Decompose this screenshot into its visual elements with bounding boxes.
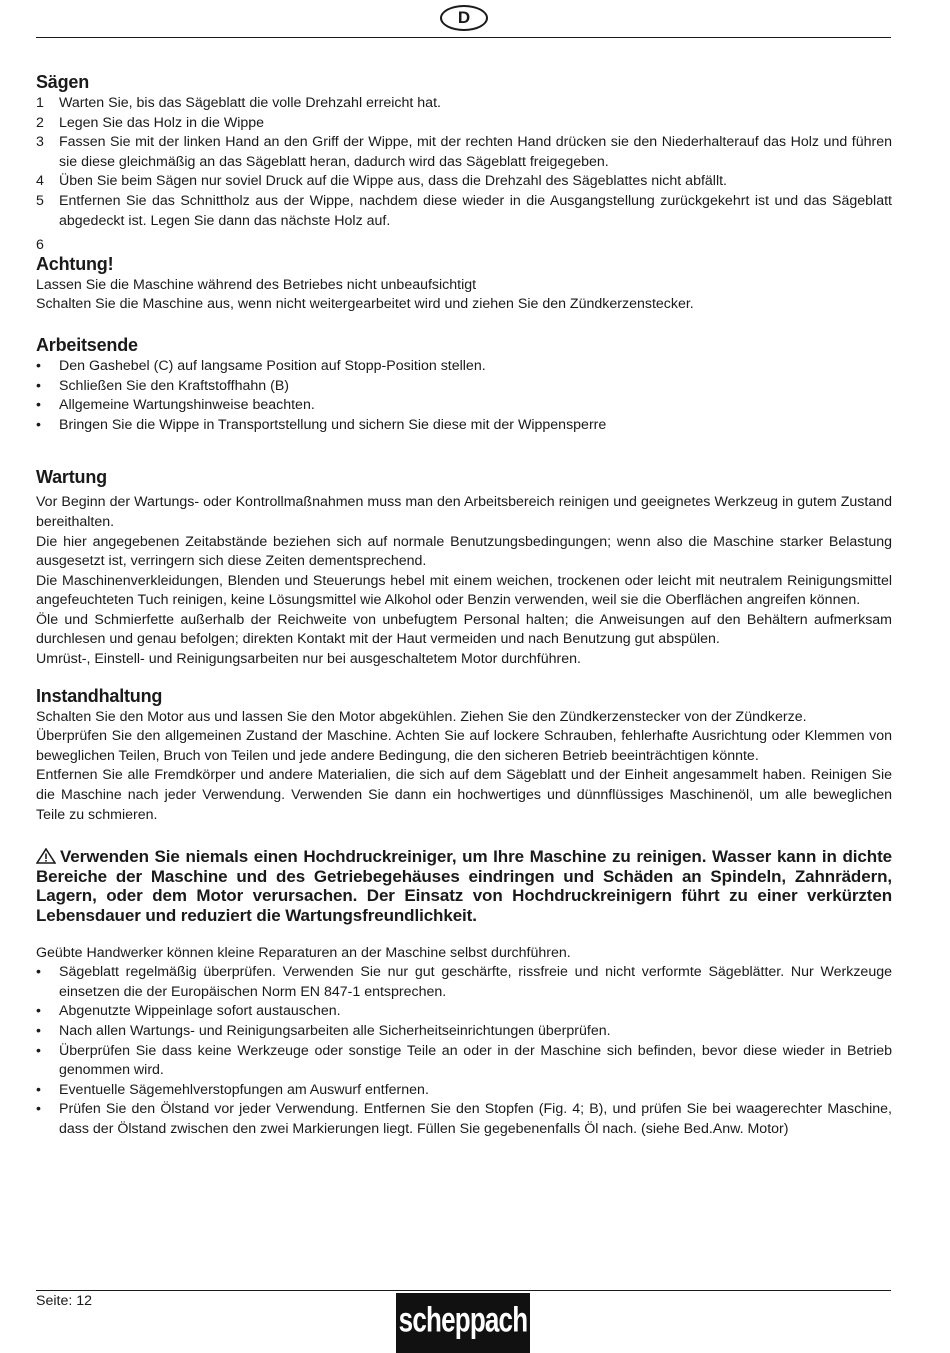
section-warning — [36, 847, 892, 925]
list-item: • Den Gashebel (C) auf langsame Position auf Stopp-Position stellen. — [36, 357, 892, 377]
step-number: 3 — [36, 134, 44, 151]
step-item — [36, 114, 892, 134]
repairs-list — [36, 963, 892, 1139]
list-item: • Sägeblatt regelmäßig überprüfen. Verwenden Sie nur gut geschärfte, rissfreie und nicht verformte Sägeblätter. Nur Werkzeuge einsetzen die der Europäischen Norm EN 847-1 entsprechen. — [36, 963, 892, 1002]
section-saegen — [36, 70, 892, 256]
page-content — [36, 70, 892, 1140]
step-item — [36, 172, 892, 192]
brand-logo-text: scheppach — [398, 1299, 528, 1340]
list-item: • Prüfen Sie den Ölstand vor jeder Verwendung. Entfernen Sie den Stopfen (Fig. 4; B), und prüfen Sie bei waagerechter Maschine, dass der Ölstand zwischen den zwei Markierungen liegt. Füllen Sie gegebenenfalls Öl nach. (siehe Bed.Anw. Motor) — [36, 1100, 892, 1139]
heading-achtung: Achtung! — [36, 253, 114, 274]
section-achtung — [36, 252, 892, 315]
list-item: • Schließen Sie den Kraftstoffhahn (B) — [36, 377, 892, 397]
list-item: • Eventuelle Sägemehlverstopfungen am Auswurf entfernen. — [36, 1081, 892, 1101]
step-item — [36, 133, 892, 172]
warning-text: Verwenden Sie niemals einen Hochdruckreiniger, um Ihre Maschine zu reinigen. Wasser kann in dichte Bereiche der Maschine und des Getriebegehäuses eindringen und Schäden an Spindeln, Zahnrädern, Lagern, oder dem Motor verursachen. Der Einsatz von Hochdruckreinigern führt zu einer verkürzten Lebensdauer und reduziert die Wartungsfreundlichkeit. — [36, 847, 892, 925]
header-rule — [36, 37, 891, 38]
wartung-paragraph: Vor Beginn der Wartungs- oder Kontrollmaßnahmen muss man den Arbeitsbereich reinigen und geeignetes Werkzeug in gutem Zustand bereithalten. — [36, 494, 892, 530]
list-item: • Bringen Sie die Wippe in Transportstellung und sichern Sie diese mit der Wippensperre — [36, 416, 892, 436]
list-item: • Abgenutzte Wippeinlage sofort austauschen. — [36, 1002, 892, 1022]
language-badge: D — [440, 5, 488, 31]
heading-arbeitsende: Arbeitsende — [36, 334, 138, 355]
achtung-line: Schalten Sie die Maschine aus, wenn nicht weitergearbeitet wird und ziehen Sie den Zündkerzenstecker. — [36, 296, 694, 313]
section-arbeitsende — [36, 333, 892, 435]
warning-text-block — [36, 847, 892, 925]
step-number: 6 — [36, 237, 44, 254]
list-item: • Allgemeine Wartungshinweise beachten. — [36, 396, 892, 416]
step-text: Entfernen Sie das Schnittholz aus der Wippe, nachdem diese wieder in die Ausgangstellung zurückgekehrt ist und das Sägeblatt abgedeckt ist. Legen Sie dann das nächste Holz auf. — [59, 192, 892, 229]
step-item — [36, 236, 892, 256]
heading-saegen: Sägen — [36, 72, 90, 92]
step-number: 5 — [36, 192, 44, 209]
section-wartung — [36, 465, 892, 669]
wartung-paragraph: Umrüst-, Einstell- und Reinigungsarbeiten nur bei ausgeschaltetem Motor durchführen. — [36, 651, 581, 668]
step-text: Warten Sie, bis das Sägeblatt die volle Drehzahl erreicht hat. — [59, 95, 441, 111]
step-number: 1 — [36, 95, 44, 111]
instandhaltung-paragraph: Schalten Sie den Motor aus und lassen Sie den Motor abgekühlen. Ziehen Sie den Zündkerzenstecker von der Zündkerze. — [36, 708, 807, 725]
list-item: • Überprüfen Sie dass keine Werkzeuge oder sonstige Teile an oder in der Maschine sich befinden, bevor diese wieder in Betrieb genommen wird. — [36, 1042, 892, 1081]
step-item — [36, 192, 892, 231]
step-text: Üben Sie beim Sägen nur soviel Druck auf die Wippe aus, dass die Drehzahl des Sägeblattes nicht abfällt. — [59, 173, 727, 190]
step-item — [36, 94, 892, 114]
step-number: 4 — [36, 173, 44, 190]
list-item: • Nach allen Wartungs- und Reinigungsarbeiten alle Sicherheitseinrichtungen überprüfen. — [36, 1022, 892, 1042]
achtung-line: Lassen Sie die Maschine während des Betriebes nicht unbeaufsichtigt — [36, 276, 477, 293]
heading-instandhaltung: Instandhaltung — [36, 685, 163, 706]
section-repairs — [36, 944, 892, 1140]
brand-logo — [396, 1293, 530, 1353]
saegen-steps — [36, 94, 892, 256]
heading-wartung: Wartung — [36, 467, 107, 488]
footer-rule — [36, 1290, 891, 1291]
warning-triangle-icon — [36, 848, 56, 864]
instandhaltung-paragraph: Überprüfen Sie den allgemeinen Zustand der Maschine. Achten Sie auf lockere Schrauben, fehlerhafte Ausrichtung oder Klemmen von beweglichen Teilen, Bruch von Teilen und jede andere Bedingung, die den sicheren Betrieb beeinträchtigen könnte. — [36, 728, 892, 764]
step-text: Legen Sie das Holz in die Wippe — [59, 114, 265, 131]
wartung-paragraph: Öle und Schmierfette außerhalb der Reichweite von unbefugtem Personal halten; die Anweisungen auf den Behältern aufmerksam durchlesen und genau befolgen; direkten Kontakt mit der Haut vermeiden und nach Benutzung gut abspülen. — [36, 611, 892, 648]
instandhaltung-paragraph: Entfernen Sie alle Fremdkörper und andere Materialien, die sich auf dem Sägeblatt und der Einheit angesammelt haben. Reinigen Sie die Maschine nach jeder Verwendung. Verwenden Sie dann ein hochwertiges und dünnflüssiges Maschinenöl, um alle beweglichen Teile zu schmieren. — [36, 767, 892, 823]
step-number: 2 — [36, 114, 44, 131]
repairs-intro: Geübte Handwerker können kleine Reparaturen an der Maschine selbst durchführen. — [36, 944, 571, 961]
step-text: Fassen Sie mit der linken Hand an den Griff der Wippe, mit der rechten Hand drücken sie den Niederhalterauf das Holz und führen sie diese gleichmäßig an das Sägeblatt heran, dadurch wird das Sägeblatt freigegeben. — [59, 134, 892, 170]
page-number: Seite: 12 — [36, 1293, 93, 1309]
wartung-paragraph: Die Maschinenverkleidungen, Blenden und Steuerungs hebel mit einem weichen, trockenen oder leicht mit neutralem Reinigungsmittel angefeuchteten Tuch reinigen, keine Lösungsmittel wie Alkohol oder Benzin verwenden, weil sie die Oberflächen angreifen können. — [36, 572, 892, 609]
wartung-paragraph: Die hier angegebenen Zeitabstände beziehen sich auf normale Benutzungsbedingungen; wenn also die Maschine starker Belastung ausgesetzt ist, verringern sich diese Zeiten dementsprechend. — [36, 533, 892, 570]
section-instandhaltung — [36, 684, 892, 826]
arbeitsende-list — [36, 357, 892, 435]
